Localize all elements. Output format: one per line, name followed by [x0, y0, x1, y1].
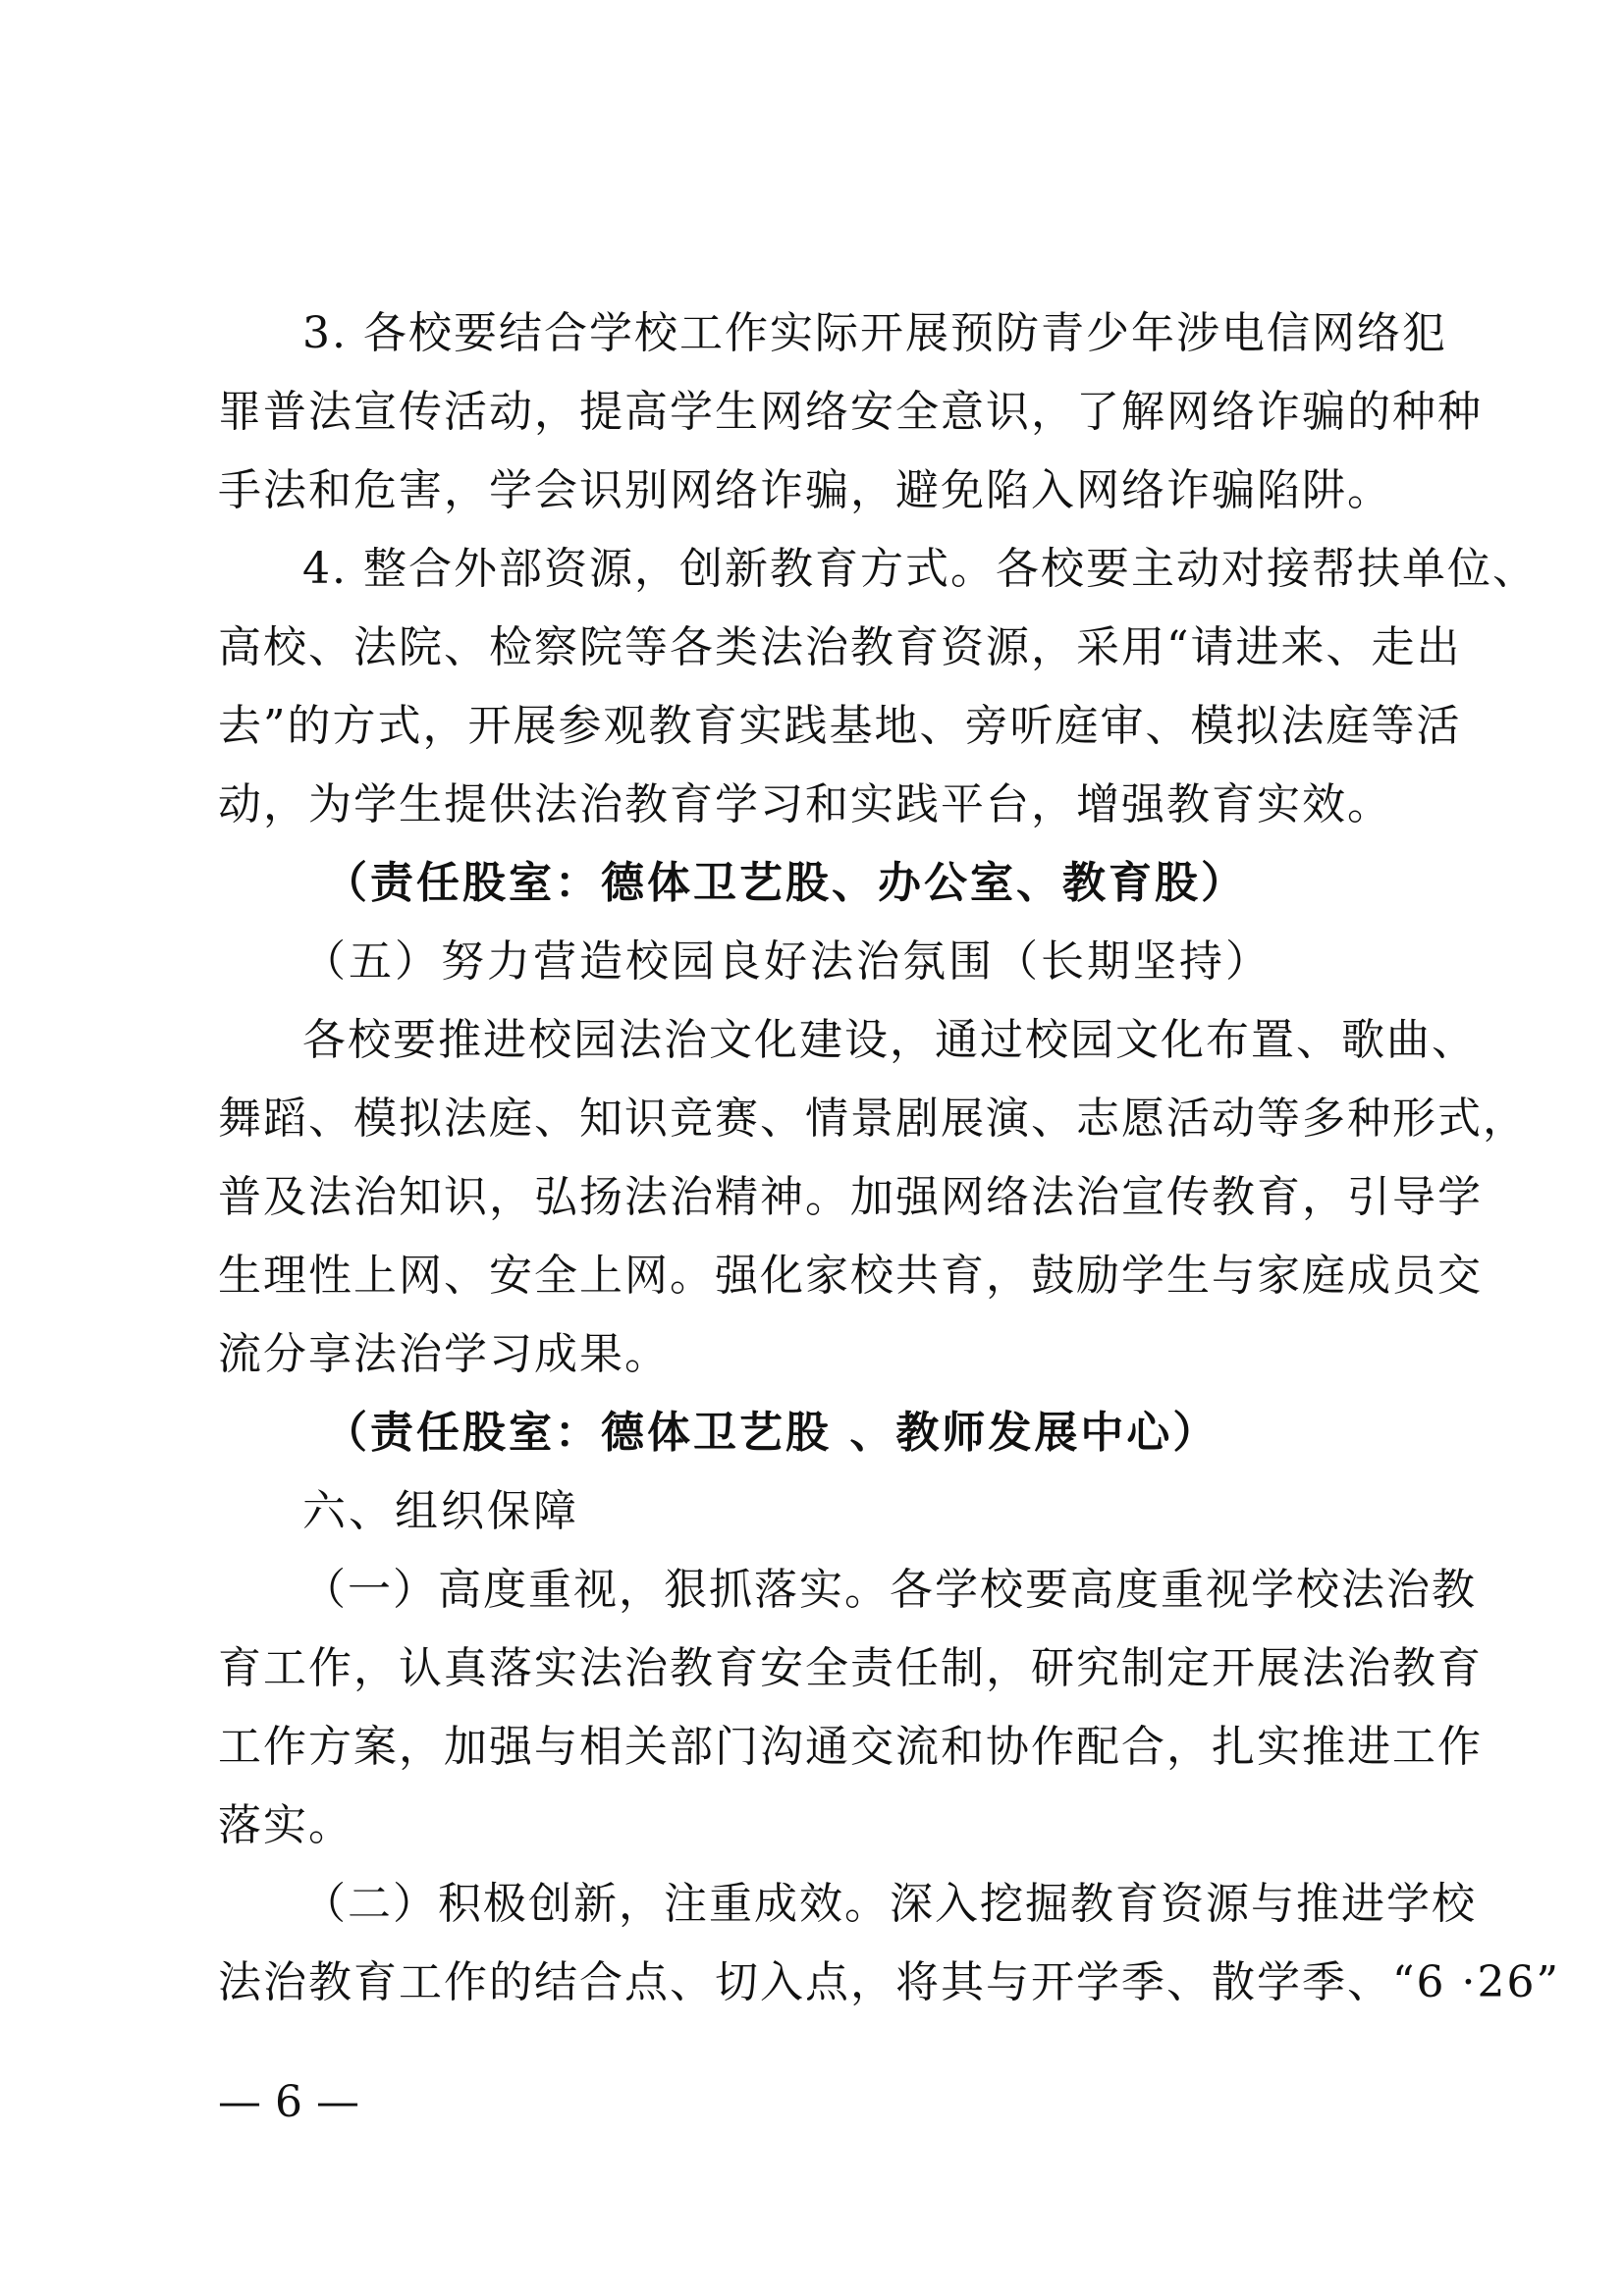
subsection-1-line-4: 落实。	[218, 1800, 353, 1850]
subsection-2-line-1: （二）积极创新，注重成效。深入挖掘教育资源与推进学校	[302, 1879, 1477, 1929]
section-heading-5: （五）努力营造校园良好法治氛围（长期坚持）	[302, 936, 1272, 987]
subsection-2-line-2: 法治教育工作的结合点、切入点，将其与开学季、散学季、“6 ·26”	[218, 1957, 1560, 2007]
paragraph-4-line-3: 去”的方式，开展参观教育实践基地、旁听庭审、模拟法庭等活	[218, 701, 1462, 751]
section-5-line-1: 各校要推进校园法治文化建设，通过校园文化布置、歌曲、	[302, 1015, 1477, 1065]
paragraph-3-line-1: 3. 各校要结合学校工作实际开展预防青少年涉电信网络犯	[302, 308, 1447, 358]
page-number: — 6 —	[218, 2077, 359, 2127]
subsection-1-line-2: 育工作，认真落实法治教育安全责任制，研究制定开展法治教育	[218, 1643, 1483, 1693]
section-5-line-3: 普及法治知识，弘扬法治精神。加强网络法治宣传教育，引导学	[218, 1172, 1483, 1222]
section-5-line-5: 流分享法治学习成果。	[218, 1329, 670, 1379]
responsibility-note-1: （责任股室：德体卫艺股、办公室、教育股）	[324, 858, 1247, 908]
section-5-line-4: 生理性上网、安全上网。强化家校共育，鼓励学生与家庭成员交	[218, 1251, 1483, 1301]
responsibility-note-2: （责任股室：德体卫艺股 、教师发展中心）	[324, 1408, 1219, 1458]
section-heading-6: 六、组织保障	[302, 1486, 579, 1536]
subsection-1-line-3: 工作方案，加强与相关部门沟通交流和协作配合，扎实推进工作	[218, 1722, 1483, 1772]
paragraph-3-line-3: 手法和危害，学会识别网络诈骗，避免陷入网络诈骗陷阱。	[218, 465, 1392, 515]
paragraph-4-line-1: 4. 整合外部资源，创新教育方式。各校要主动对接帮扶单位、	[302, 544, 1538, 594]
section-5-line-2: 舞蹈、模拟法庭、知识竞赛、情景剧展演、志愿活动等多种形式，	[218, 1094, 1528, 1144]
paragraph-3-line-2: 罪普法宣传活动，提高学生网络安全意识，了解网络诈骗的种种	[218, 387, 1483, 437]
paragraph-4-line-2: 高校、法院、检察院等各类法治教育资源，采用“请进来、走出	[218, 622, 1462, 672]
paragraph-4-line-4: 动，为学生提供法治教育学习和实践平台，增强教育实效。	[218, 779, 1392, 829]
subsection-1-line-1: （一）高度重视，狠抓落实。各学校要高度重视学校法治教	[302, 1565, 1477, 1615]
